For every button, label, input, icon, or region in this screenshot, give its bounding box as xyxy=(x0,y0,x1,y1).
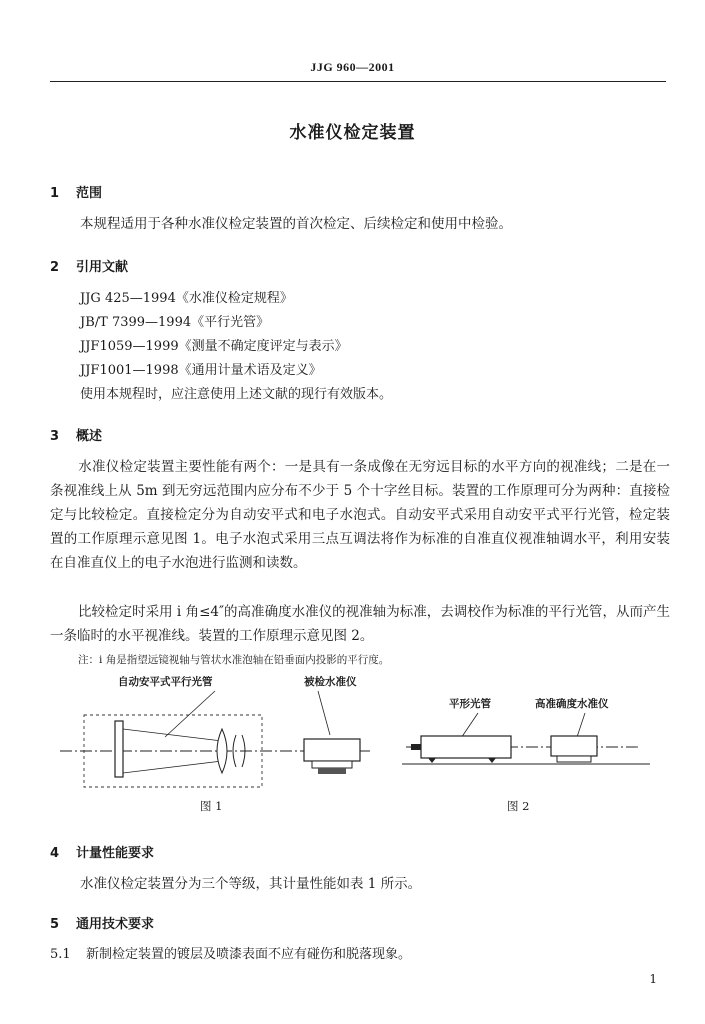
paragraph-text: 水准仪检定装置主要性能有两个：一是具有一条成像在无穷远目标的水平方向的视准线；二是在一条视准线上从 5m 到无穷远范围内应分布不少于 5 个十字丝目标。装置的工作原理可分为两种：直接检定与比较检定。直接检定分为自动安平式和电子水泡式。自动安平式采用自动安平式平行光管，检定装置的工作原理示意见图 1。电子水泡式采用三点互调法将作为标准的自准直仪视准轴调水平，利用安装在自准直仪上的电子水泡进行监测和读数。 xyxy=(50,459,670,571)
section-1-text: 本规程适用于各种水准仪检定装置的首次检定、后续检定和使用中检验。 xyxy=(80,216,512,232)
fig1-collimator-label: 自动安平式平行光管 xyxy=(118,676,213,688)
figure-2-caption: 图 2 xyxy=(507,799,530,813)
section-3-paragraph-1 xyxy=(50,455,670,575)
figure-2-diagram xyxy=(402,697,650,813)
section-1-heading xyxy=(50,182,102,201)
fig1-leader-line xyxy=(165,691,215,737)
clause-number: 5.1 xyxy=(50,947,71,962)
section-4-text: 水准仪检定装置分为三个等级，其计量性能如表 1 所示。 xyxy=(80,876,422,892)
figure-1-caption: 图 1 xyxy=(200,799,223,813)
figures-diagram xyxy=(0,665,705,830)
tested-level-footscrews xyxy=(318,768,346,774)
reference-item: JJF1059—1999《测量不确定度评定与表示》 xyxy=(80,339,348,354)
clause-text: 新制检定装置的镀层及喷漆表面不应有碰伤和脱落现象。 xyxy=(86,947,412,962)
header-rule xyxy=(50,81,666,82)
section-number: 3 xyxy=(50,429,60,444)
objective-lens xyxy=(217,729,227,773)
fig2-level-label: 高准确度水准仪 xyxy=(535,698,609,710)
section-number: 2 xyxy=(50,260,60,275)
tested-level-base xyxy=(312,761,352,768)
figure-note: 注：i 角是指望远镜视轴与管状水准泡轴在铅垂面内投影的平行度。 xyxy=(78,654,390,666)
tested-level-body xyxy=(304,739,360,761)
section-3-heading xyxy=(50,425,102,444)
light-ray xyxy=(123,761,222,773)
section-number: 4 xyxy=(50,846,60,861)
section-3-paragraph-2 xyxy=(50,600,670,648)
section-number: 5 xyxy=(50,917,60,932)
reference-closing: 使用本规程时，应注意使用上述文献的现行有效版本。 xyxy=(80,387,393,402)
fig1-leader-line xyxy=(318,691,330,735)
page-title: 水准仪检定装置 xyxy=(289,123,416,143)
section-title: 通用技术要求 xyxy=(76,917,155,932)
section-title: 计量性能要求 xyxy=(76,846,155,861)
light-ray xyxy=(123,729,222,741)
section-title: 概述 xyxy=(76,429,103,444)
figure-1-diagram xyxy=(60,675,370,813)
standard-code: JJG 960—2001 xyxy=(310,60,395,74)
section-number: 1 xyxy=(50,186,60,201)
collimator-support xyxy=(488,758,496,763)
reference-item: JJG 425—1994《水准仪检定规程》 xyxy=(80,291,293,306)
clause-5-1 xyxy=(50,944,411,966)
fig2-collimator-label: 平形光管 xyxy=(449,698,491,710)
reference-item: JJF1001—1998《通用计量术语及定义》 xyxy=(80,363,322,378)
section-title: 范围 xyxy=(76,186,103,201)
paragraph-text: 比较检定时采用 i 角≤4″的高准确度水准仪的视准轴为标准，去调校作为标准的平行光管，从而产生一条临时的水平视准线。装置的工作原理示意见图 2。 xyxy=(50,604,670,644)
section-5-heading xyxy=(50,913,154,932)
collimator-support xyxy=(428,758,436,763)
fig1-level-label: 被检水准仪 xyxy=(304,676,357,688)
reference-item: JB/T 7399—1994《平行光管》 xyxy=(80,315,270,330)
reference-level-base xyxy=(557,756,591,762)
collimator-eyepiece xyxy=(411,744,421,750)
section-title: 引用文献 xyxy=(76,260,129,275)
reticle-plate xyxy=(115,721,123,777)
parallel-collimator-tube xyxy=(421,736,511,758)
section-4-heading xyxy=(50,842,154,861)
reference-level-body xyxy=(551,736,597,756)
page-number: 1 xyxy=(649,972,657,986)
section-2-heading xyxy=(50,256,128,275)
